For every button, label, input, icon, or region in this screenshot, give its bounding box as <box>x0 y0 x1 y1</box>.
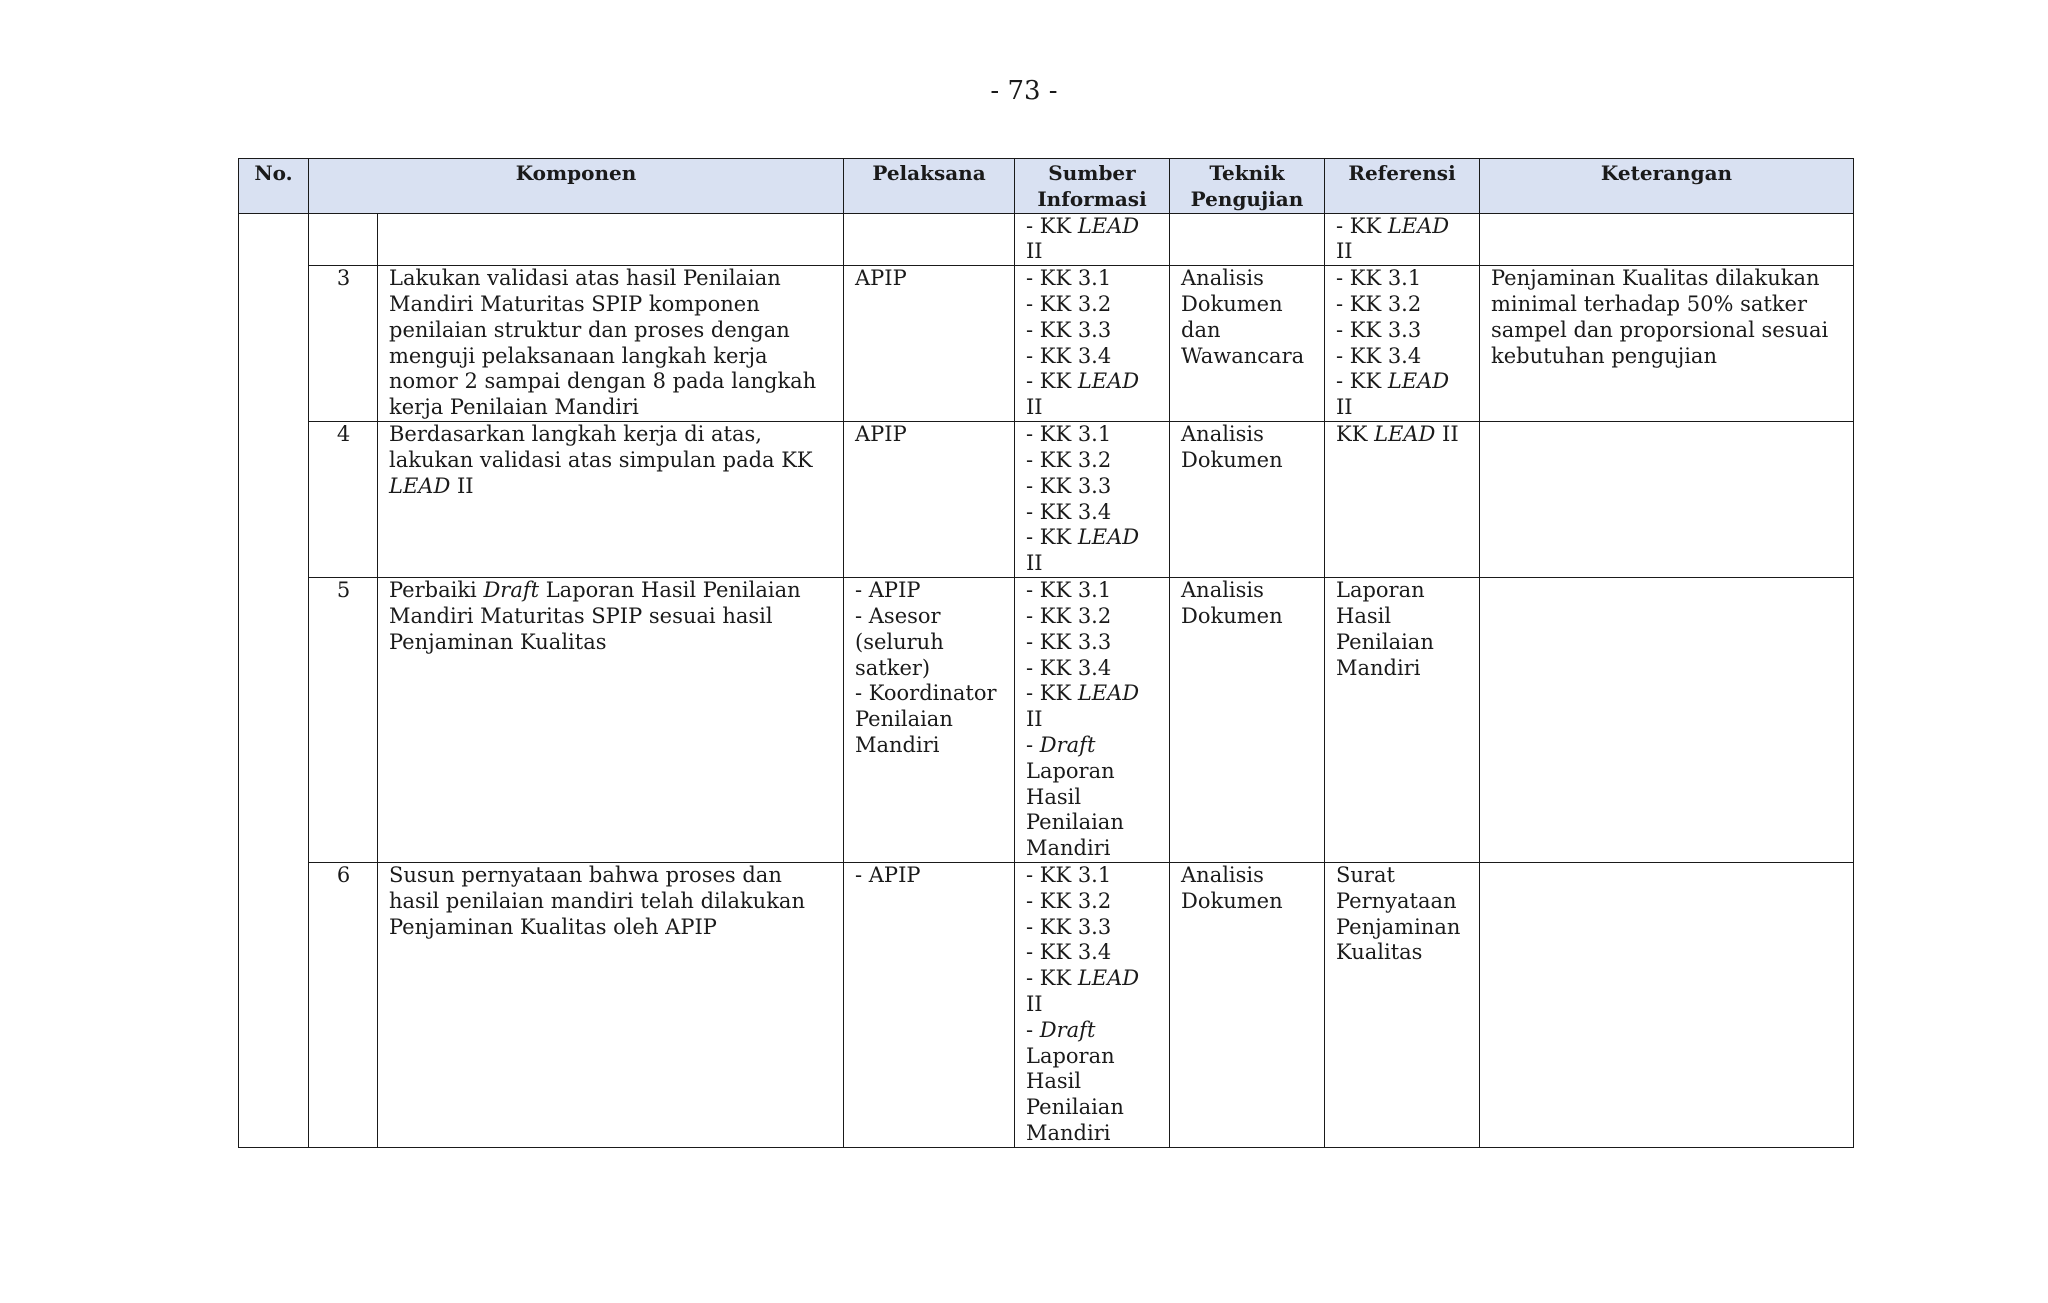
komponen-cell: Perbaiki Draft Laporan Hasil Penilaian Mandiri Maturitas SPIP sesuai hasil Penjaminan Kualitas <box>378 578 844 863</box>
keterangan-cell <box>1480 213 1854 266</box>
row-number: 4 <box>309 422 378 578</box>
sumber-cell <box>1015 578 1170 863</box>
procedure-table <box>238 158 1854 1148</box>
sumber-lead: - KK LEAD II <box>1026 966 1140 1016</box>
sumber-list: - KK 3.1 - KK 3.2 - KK 3.3 - KK 3.4 <box>1026 578 1112 680</box>
table-row <box>239 862 1854 1147</box>
page-number: - 73 - <box>990 76 1058 106</box>
no-cell <box>239 213 309 1147</box>
teknik-cell: Analisis Dokumen dan Wawancara <box>1170 266 1325 422</box>
header-komponen: Komponen <box>309 159 844 214</box>
header-referensi: Referensi <box>1325 159 1480 214</box>
keterangan-cell <box>1480 578 1854 863</box>
table-row <box>239 266 1854 422</box>
komponen-cell: Susun pernyataan bahwa proses dan hasil penilaian mandiri telah dilakukan Penjaminan Kualitas oleh APIP <box>378 862 844 1147</box>
referensi-cell: KK LEAD II <box>1325 422 1480 578</box>
table-row-continuation <box>239 213 1854 266</box>
komponen-cell: Berdasarkan langkah kerja di atas, lakukan validasi atas simpulan pada KK LEAD II <box>378 422 844 578</box>
sumber-cell <box>1015 862 1170 1147</box>
num-cell <box>309 213 378 266</box>
header-no: No. <box>239 159 309 214</box>
pelaksana-cell: - APIP - Asesor (seluruh satker) - Koordinator Penilaian Mandiri <box>844 578 1015 863</box>
sumber-cell <box>1015 266 1170 422</box>
sumber-lead: - KK LEAD II <box>1026 525 1140 576</box>
pelaksana-cell <box>844 213 1015 266</box>
sumber-draft: - Draft Laporan Hasil Penilaian Mandiri <box>1026 732 1124 861</box>
pelaksana-cell: APIP <box>844 266 1015 422</box>
teknik-cell: Analisis Dokumen <box>1170 422 1325 578</box>
sumber-list: - KK 3.1 - KK 3.2 - KK 3.3 - KK 3.4 <box>1026 422 1112 524</box>
teknik-cell <box>1170 213 1325 266</box>
sumber-list: - KK 3.1 - KK 3.2 - KK 3.3 - KK 3.4 <box>1026 862 1112 965</box>
table-row <box>239 578 1854 863</box>
sumber-cell <box>1015 422 1170 578</box>
row-number: 3 <box>309 266 378 422</box>
referensi-lead: - KK LEAD II <box>1336 369 1450 420</box>
keterangan-cell <box>1480 422 1854 578</box>
sumber-cell: - KK LEAD II <box>1015 213 1170 266</box>
row-number: 6 <box>309 862 378 1147</box>
teknik-cell: Analisis Dokumen <box>1170 862 1325 1147</box>
header-sumber-informasi: Sumber Informasi <box>1015 159 1170 214</box>
header-keterangan: Keterangan <box>1480 159 1854 214</box>
referensi-cell: - KK LEAD II <box>1325 213 1480 266</box>
row-number: 5 <box>309 578 378 863</box>
teknik-cell: Analisis Dokumen <box>1170 578 1325 863</box>
referensi-cell <box>1325 266 1480 422</box>
komponen-cell: Lakukan validasi atas hasil Penilaian Mandiri Maturitas SPIP komponen penilaian struktur dan proses dengan menguji pelaksanaan langkah kerja nomor 2 sampai dengan 8 pada langkah kerja Penilaian Mandiri <box>378 266 844 422</box>
referensi-cell: Surat Pernyataan Penjaminan Kualitas <box>1325 862 1480 1147</box>
referensi-cell: Laporan Hasil Penilaian Mandiri <box>1325 578 1480 863</box>
pelaksana-cell: - APIP <box>844 862 1015 1147</box>
header-pelaksana: Pelaksana <box>844 159 1015 214</box>
komponen-cell <box>378 213 844 266</box>
pelaksana-cell: APIP <box>844 422 1015 578</box>
keterangan-cell: Penjaminan Kualitas dilakukan minimal terhadap 50% satker sampel dan proporsional sesuai kebutuhan pengujian <box>1480 266 1854 422</box>
sumber-lead: - KK LEAD II <box>1026 369 1140 420</box>
sumber-list: - KK 3.1 - KK 3.2 - KK 3.3 - KK 3.4 <box>1026 266 1112 368</box>
keterangan-cell <box>1480 862 1854 1147</box>
sumber-draft: - Draft Laporan Hasil Penilaian Mandiri <box>1026 1017 1124 1145</box>
table-row <box>239 422 1854 578</box>
table-header-row <box>239 159 1854 214</box>
sumber-lead: - KK LEAD II <box>1026 681 1140 732</box>
referensi-list: - KK 3.1 - KK 3.2 - KK 3.3 - KK 3.4 <box>1336 266 1422 368</box>
header-teknik-pengujian: Teknik Pengujian <box>1170 159 1325 214</box>
